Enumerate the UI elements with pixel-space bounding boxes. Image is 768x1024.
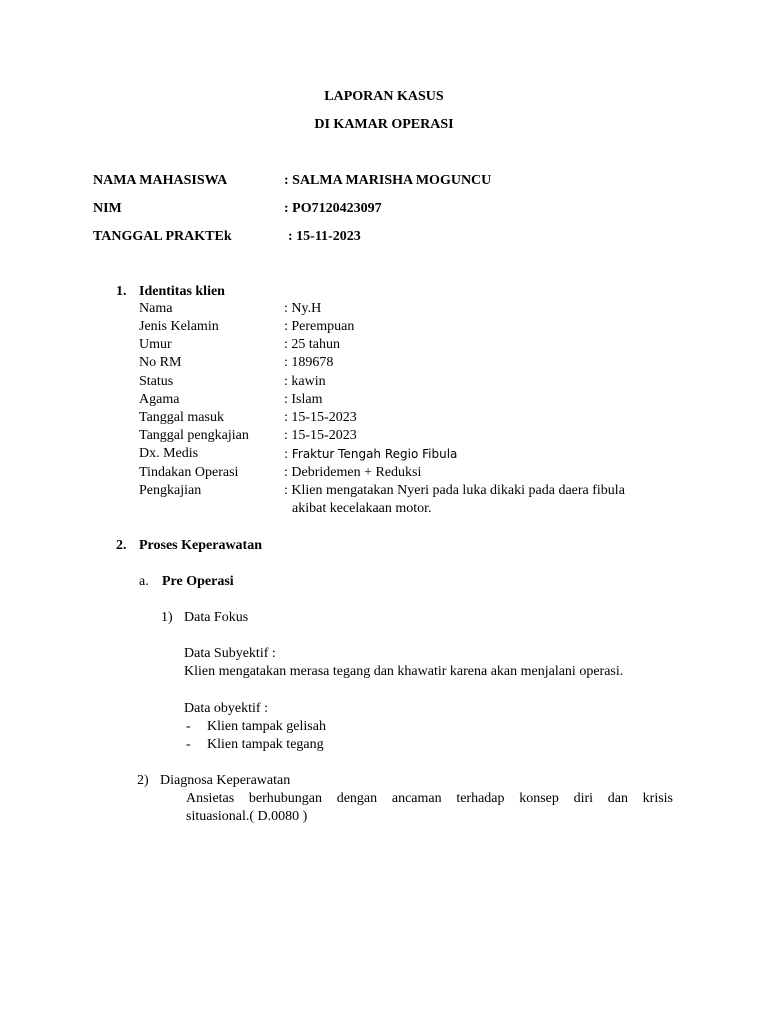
practice-date-value: : 15-11-2023 bbox=[288, 229, 361, 244]
field-value: : Fraktur Tengah Regio Fibula bbox=[284, 447, 458, 461]
sub-a-heading: Pre Operasi bbox=[162, 574, 234, 589]
section-2-heading: Proses Keperawatan bbox=[139, 538, 262, 553]
diagnosis-text-line-1: Ansietas berhubungan dengan ancaman terhadap konsep diri dan krisis bbox=[186, 791, 673, 806]
field-label: Pengkajian bbox=[139, 483, 202, 498]
field-label: Umur bbox=[139, 337, 172, 352]
section-1-heading: Identitas klien bbox=[139, 284, 225, 299]
nim-value: : PO7120423097 bbox=[284, 201, 382, 216]
field-label: Tindakan Operasi bbox=[139, 465, 239, 480]
field-value: : 15-15-2023 bbox=[284, 410, 357, 425]
item-2-number: 2) bbox=[137, 773, 149, 788]
field-label: Agama bbox=[139, 392, 180, 407]
sub-a-letter: a. bbox=[139, 574, 149, 589]
field-value-continuation: akibat kecelakaan motor. bbox=[292, 501, 432, 516]
item-2-heading: Diagnosa Keperawatan bbox=[160, 773, 291, 788]
field-value: : Islam bbox=[284, 392, 323, 407]
field-label: Nama bbox=[139, 301, 173, 316]
title-line-2: DI KAMAR OPERASI bbox=[314, 117, 454, 132]
section-1-number: 1. bbox=[116, 284, 127, 299]
field-label: Tanggal masuk bbox=[139, 410, 224, 425]
objective-label: Data obyektif : bbox=[184, 701, 268, 716]
student-name-value: : SALMA MARISHA MOGUNCU bbox=[284, 173, 492, 188]
item-1-heading: Data Fokus bbox=[184, 610, 249, 625]
list-dash: - bbox=[186, 719, 191, 734]
field-value: : 15-15-2023 bbox=[284, 428, 357, 443]
field-label: Status bbox=[139, 374, 174, 389]
field-value: : Klien mengatakan Nyeri pada luka dikaki pada daera fibula bbox=[284, 483, 625, 498]
list-dash: - bbox=[186, 737, 191, 752]
field-value: : Ny.H bbox=[284, 301, 322, 316]
field-value: : 25 tahun bbox=[284, 337, 340, 352]
field-value: : Debridemen + Reduksi bbox=[284, 465, 422, 480]
field-value: : kawin bbox=[284, 374, 326, 389]
subjective-text: Klien mengatakan merasa tegang dan khawatir karena akan menjalani operasi. bbox=[184, 664, 624, 679]
field-label: Dx. Medis bbox=[139, 446, 199, 461]
section-2-number: 2. bbox=[116, 538, 127, 553]
diagnosis-text-line-2: situasional.( D.0080 ) bbox=[186, 809, 308, 824]
nim-label: NIM bbox=[93, 201, 122, 216]
field-value: : 189678 bbox=[284, 355, 334, 370]
field-label: Tanggal pengkajian bbox=[139, 428, 249, 443]
practice-date-label: TANGGAL PRAKTEk bbox=[93, 229, 232, 244]
list-item: Klien tampak tegang bbox=[207, 737, 324, 752]
field-label: Jenis Kelamin bbox=[139, 319, 219, 334]
field-value: : Perempuan bbox=[284, 319, 355, 334]
field-label: No RM bbox=[139, 355, 182, 370]
title-line-1: LAPORAN KASUS bbox=[324, 89, 444, 104]
item-1-number: 1) bbox=[161, 610, 173, 625]
subjective-label: Data Subyektif : bbox=[184, 646, 276, 661]
student-name-label: NAMA MAHASISWA bbox=[93, 173, 228, 188]
list-item: Klien tampak gelisah bbox=[207, 719, 326, 734]
